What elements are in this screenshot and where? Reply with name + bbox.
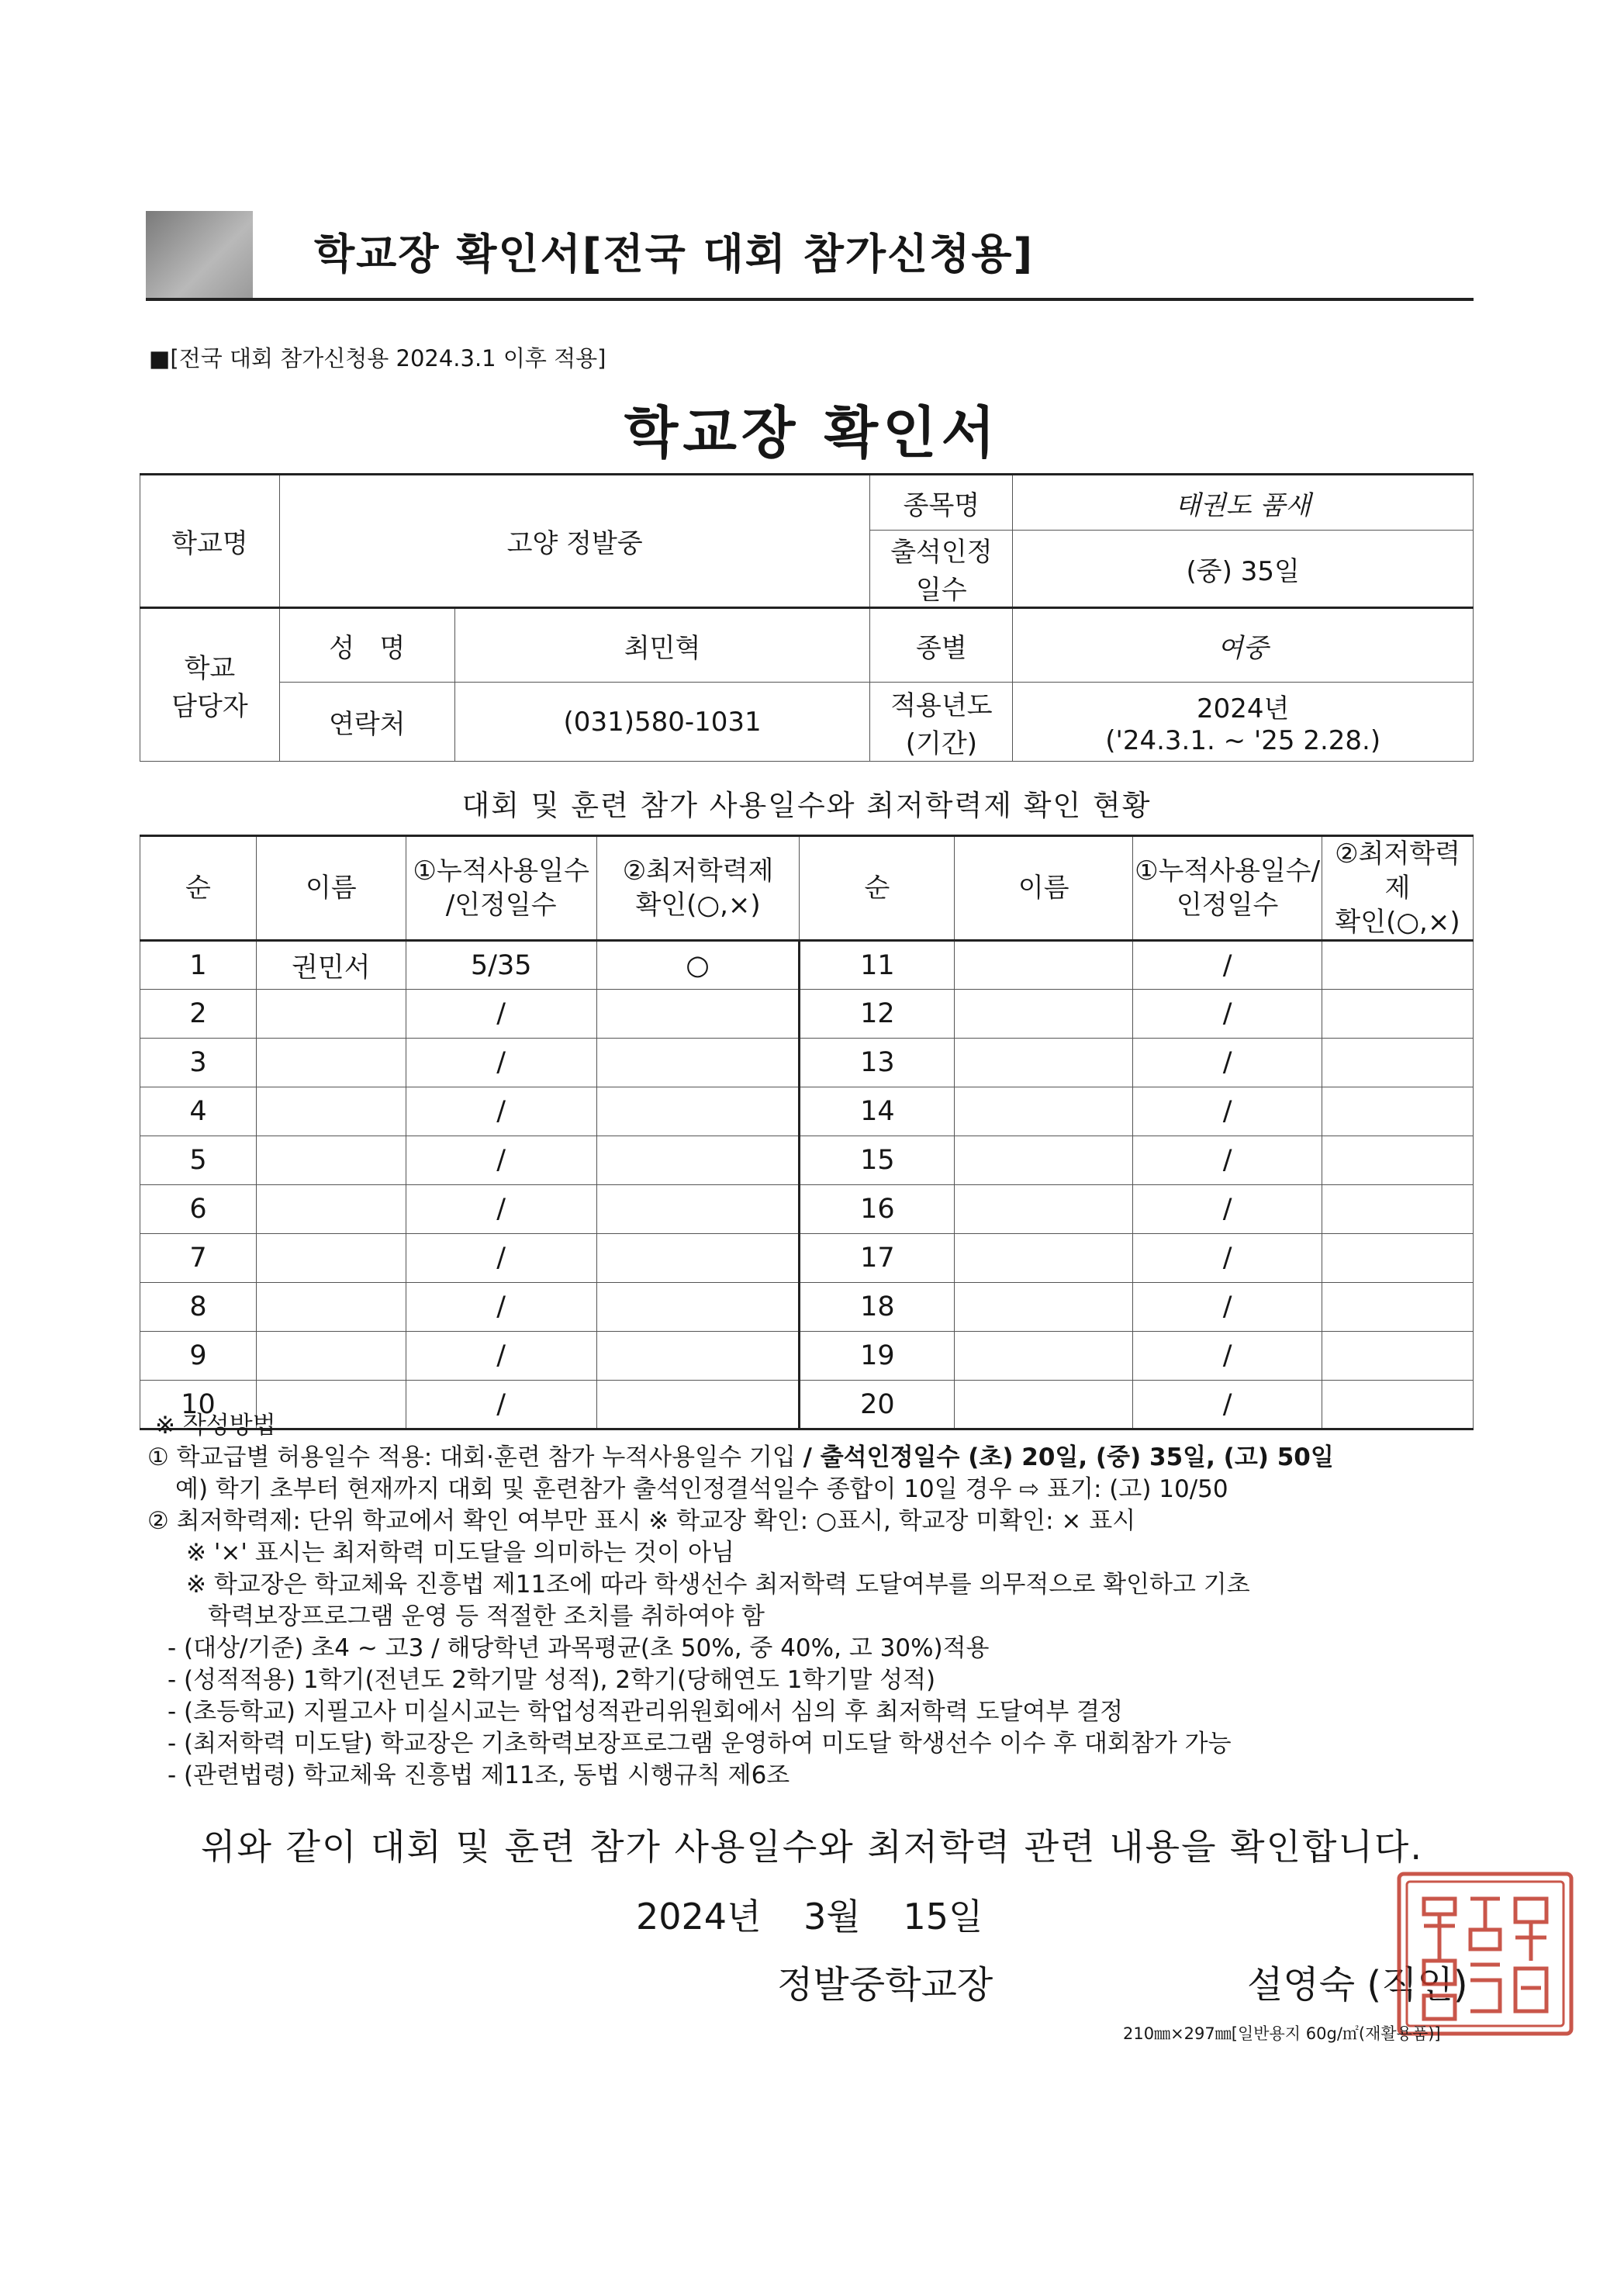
row-name-left [256, 1234, 406, 1283]
event-label: 종목명 [870, 475, 1013, 531]
contact-value: (031)580-1031 [454, 683, 870, 762]
row-check-left [596, 1136, 800, 1185]
row-days-right: / [1133, 1283, 1322, 1332]
staff-label-line2: 담당자 [171, 691, 248, 722]
instruction-line-2: 예) 학기 초부터 현재까지 대회 및 훈련참가 출석인정결석일수 종합이 10일 경우 ⇨ 표기: (고) 10/50 [175, 1475, 1228, 1503]
header-no-left: 순 [140, 836, 257, 941]
row-name-left [256, 1136, 406, 1185]
instruction-line-5: ※ 학교장은 학교체육 진흥법 제11조에 따라 학생선수 최저학력 도달여부를 의무적으로 확인하고 기초 [186, 1571, 1250, 1599]
confirmation-statement: 위와 같이 대회 및 훈련 참가 사용일수와 최저학력 관련 내용을 확인합니다. [201, 1826, 1423, 1868]
period-value [1013, 683, 1474, 762]
row-name-left [256, 1332, 406, 1381]
row-days-right: / [1133, 1087, 1322, 1136]
row-days-left: / [406, 1136, 596, 1185]
row-name-right [955, 1234, 1133, 1283]
table-row [140, 1185, 1474, 1234]
instruction-line-8: - (성적적용) 1학기(전년도 2학기말 성적), 2학기(당해연도 1학기말 성적) [168, 1666, 936, 1694]
period-value-line1: 2024년 [1196, 693, 1290, 724]
attendance-label-line1: 출석인정 [890, 537, 993, 568]
instruction-line-7: - (대상/기준) 초4 ~ 고3 / 해당학년 과목평균(초 50%, 중 40%, 고 30%)적용 [168, 1634, 990, 1662]
row-no-left: 2 [140, 990, 257, 1039]
row-name-right [955, 1283, 1133, 1332]
row-name-left [256, 1283, 406, 1332]
row-name-left: 권민서 [256, 941, 406, 990]
header-no-right: 순 [800, 836, 955, 941]
period-value-line2: ('24.3.1. ~ '25 2.28.) [1105, 725, 1381, 756]
header-days-left-line1: ①누적사용일수 [413, 856, 589, 887]
instruction-line-4: ※ '×' 표시는 최저학력 미도달을 의미하는 것이 아님 [186, 1539, 734, 1567]
row-name-right [955, 1185, 1133, 1234]
row-no-left: 7 [140, 1234, 257, 1283]
table-row [140, 990, 1474, 1039]
header-check-right-line2: 확인(○,×) [1335, 907, 1460, 938]
header-name-left: 이름 [256, 836, 406, 941]
row-days-left: / [406, 1087, 596, 1136]
row-no-left: 8 [140, 1283, 257, 1332]
row-no-left: 6 [140, 1185, 257, 1234]
row-name-right [955, 1332, 1133, 1381]
row-no-left: 4 [140, 1087, 257, 1136]
table-row [140, 1234, 1474, 1283]
staff-label-line1: 학교 [184, 653, 236, 684]
row-check-left [596, 1039, 800, 1087]
instruction-line-11: - (관련법령) 학교체육 진흥법 제11조, 동법 시행규칙 제6조 [168, 1761, 790, 1789]
row-name-left [256, 1087, 406, 1136]
row-days-right: / [1133, 1039, 1322, 1087]
header-check-left-line1: ②최저학력제 [622, 856, 774, 887]
header-title: 학교장 확인서[전국 대회 참가신청용] [314, 230, 1035, 278]
period-label-line1: 적용년도 [890, 690, 993, 721]
row-check-left [596, 990, 800, 1039]
gender-label: 종별 [870, 608, 1013, 683]
row-days-left: / [406, 1283, 596, 1332]
header-divider [146, 298, 1474, 301]
row-no-right: 11 [800, 941, 955, 990]
row-days-right: / [1133, 990, 1322, 1039]
row-name-left [256, 990, 406, 1039]
row-days-right: / [1133, 1234, 1322, 1283]
row-days-right: / [1133, 1332, 1322, 1381]
row-check-right [1322, 1234, 1474, 1283]
school-label: 학교명 [140, 475, 280, 608]
row-check-left [596, 1332, 800, 1381]
row-no-right: 19 [800, 1332, 955, 1381]
row-check-left [596, 1234, 800, 1283]
table-row [140, 941, 1474, 990]
row-check-right [1322, 1283, 1474, 1332]
row-check-right [1322, 990, 1474, 1039]
table-row [140, 1087, 1474, 1136]
header-days-right-line1: ①누적사용일수/ [1135, 856, 1321, 887]
header-decoration-block [146, 211, 253, 298]
instruction-line-3: ② 최저학력제: 단위 학교에서 확인 여부만 표시 ※ 학교장 확인: ○표시, 학교장 미확인: × 표시 [147, 1507, 1136, 1535]
instruction-line-9: - (초등학교) 지필고사 미실시교는 학업성적관리위원회에서 심의 후 최저학력 도달여부 결정 [168, 1698, 1124, 1726]
issue-date: 2024년 3월 15일 [636, 1896, 983, 1938]
instruction-line-1-bold: / 출석인정일수 (초) 20일, (중) 35일, (고) 50일 [803, 1443, 1334, 1471]
instructions-heading: ※ 작성방법 [155, 1412, 276, 1440]
row-name-right [955, 1039, 1133, 1087]
attendance-value: (중) 35일 [1013, 531, 1474, 608]
row-check-left: ○ [596, 941, 800, 990]
row-no-right: 17 [800, 1234, 955, 1283]
row-days-left: / [406, 1332, 596, 1381]
header-days-right-line2: 인정일수 [1176, 890, 1279, 921]
school-principal-title: 정발중학교장 [777, 1963, 993, 2007]
name-label: 성 명 [279, 608, 454, 683]
row-no-right: 20 [800, 1381, 955, 1429]
instruction-line-1 [147, 1442, 1481, 1474]
table-row [140, 1332, 1474, 1381]
period-label-line2: (기간) [905, 728, 977, 759]
info-table [140, 473, 1474, 762]
row-no-right: 13 [800, 1039, 955, 1087]
row-days-right: / [1133, 941, 1322, 990]
instruction-line-1-text: ① 학교급별 허용일수 적용: 대회·훈련 참가 누적사용일수 기입 [147, 1443, 803, 1471]
row-days-right: / [1133, 1185, 1322, 1234]
row-days-left: / [406, 1039, 596, 1087]
header-check-right [1322, 836, 1474, 941]
header-days-right [1133, 836, 1322, 941]
row-no-left: 3 [140, 1039, 257, 1087]
row-check-right [1322, 1185, 1474, 1234]
section-title: 대회 및 훈련 참가 사용일수와 최저학력제 확인 현황 [461, 789, 1152, 822]
instruction-line-6: 학력보장프로그램 운영 등 적절한 조치를 취하여야 함 [208, 1602, 765, 1630]
attendance-label-line2: 일수 [916, 575, 967, 606]
row-check-right [1322, 1039, 1474, 1087]
principal-name: 설영숙 (직인) [1247, 1963, 1468, 2007]
document-title: 학교장 확인서 [624, 400, 1000, 465]
row-days-right: / [1133, 1381, 1322, 1429]
header-days-left [406, 836, 596, 941]
row-days-left: / [406, 1234, 596, 1283]
row-check-left [596, 1283, 800, 1332]
instruction-line-10: - (최저학력 미도달) 학교장은 기초학력보장프로그램 운영하여 미도달 학생선수 이수 후 대회참가 가능 [168, 1730, 1232, 1758]
header-check-right-line1: ②최저학력제 [1335, 838, 1460, 904]
attendance-label [870, 531, 1013, 608]
row-no-left: 1 [140, 941, 257, 990]
gender-value: 여중 [1013, 608, 1474, 683]
header-check-left-line2: 확인(○,×) [635, 890, 761, 921]
row-check-right [1322, 941, 1474, 990]
row-no-right: 14 [800, 1087, 955, 1136]
row-check-right [1322, 1136, 1474, 1185]
row-no-left: 10 [140, 1381, 257, 1429]
header-name-right: 이름 [955, 836, 1133, 941]
row-check-left [596, 1087, 800, 1136]
row-no-left: 9 [140, 1332, 257, 1381]
row-days-left: / [406, 1185, 596, 1234]
row-name-right [955, 1087, 1133, 1136]
row-name-left [256, 1039, 406, 1087]
row-name-right [955, 990, 1133, 1039]
row-name-right [955, 941, 1133, 990]
row-no-right: 16 [800, 1185, 955, 1234]
header-check-left [596, 836, 800, 941]
row-name-left [256, 1185, 406, 1234]
applicability-note: ■[전국 대회 참가신청용 2024.3.1 이후 적용] [149, 345, 606, 372]
paper-spec-footer: 210㎜×297㎜[일반용지 60g/㎡(재활용품)] [1123, 2024, 1441, 2043]
row-check-left [596, 1185, 800, 1234]
row-no-left: 5 [140, 1136, 257, 1185]
row-days-right: / [1133, 1136, 1322, 1185]
row-days-left: / [406, 990, 596, 1039]
table-row [140, 1283, 1474, 1332]
participant-rows [140, 941, 1474, 1429]
row-days-left: 5/35 [406, 941, 596, 990]
event-value: 태권도 품새 [1013, 475, 1474, 531]
row-no-right: 15 [800, 1136, 955, 1185]
instructions [147, 1410, 1481, 1792]
header-days-left-line2: /인정일수 [445, 890, 557, 921]
row-days-left: / [406, 1381, 596, 1429]
staff-label [140, 608, 280, 762]
table-row [140, 1039, 1474, 1087]
row-check-right [1322, 1087, 1474, 1136]
contact-label: 연락처 [279, 683, 454, 762]
name-value: 최민혁 [454, 608, 870, 683]
row-check-right [1322, 1332, 1474, 1381]
school-value: 고양 정발중 [279, 475, 870, 608]
period-label [870, 683, 1013, 762]
row-no-right: 18 [800, 1283, 955, 1332]
row-name-right [955, 1136, 1133, 1185]
table-row [140, 1136, 1474, 1185]
official-seal-stamp [1393, 1868, 1577, 2040]
participant-table [140, 835, 1474, 1430]
row-no-right: 12 [800, 990, 955, 1039]
